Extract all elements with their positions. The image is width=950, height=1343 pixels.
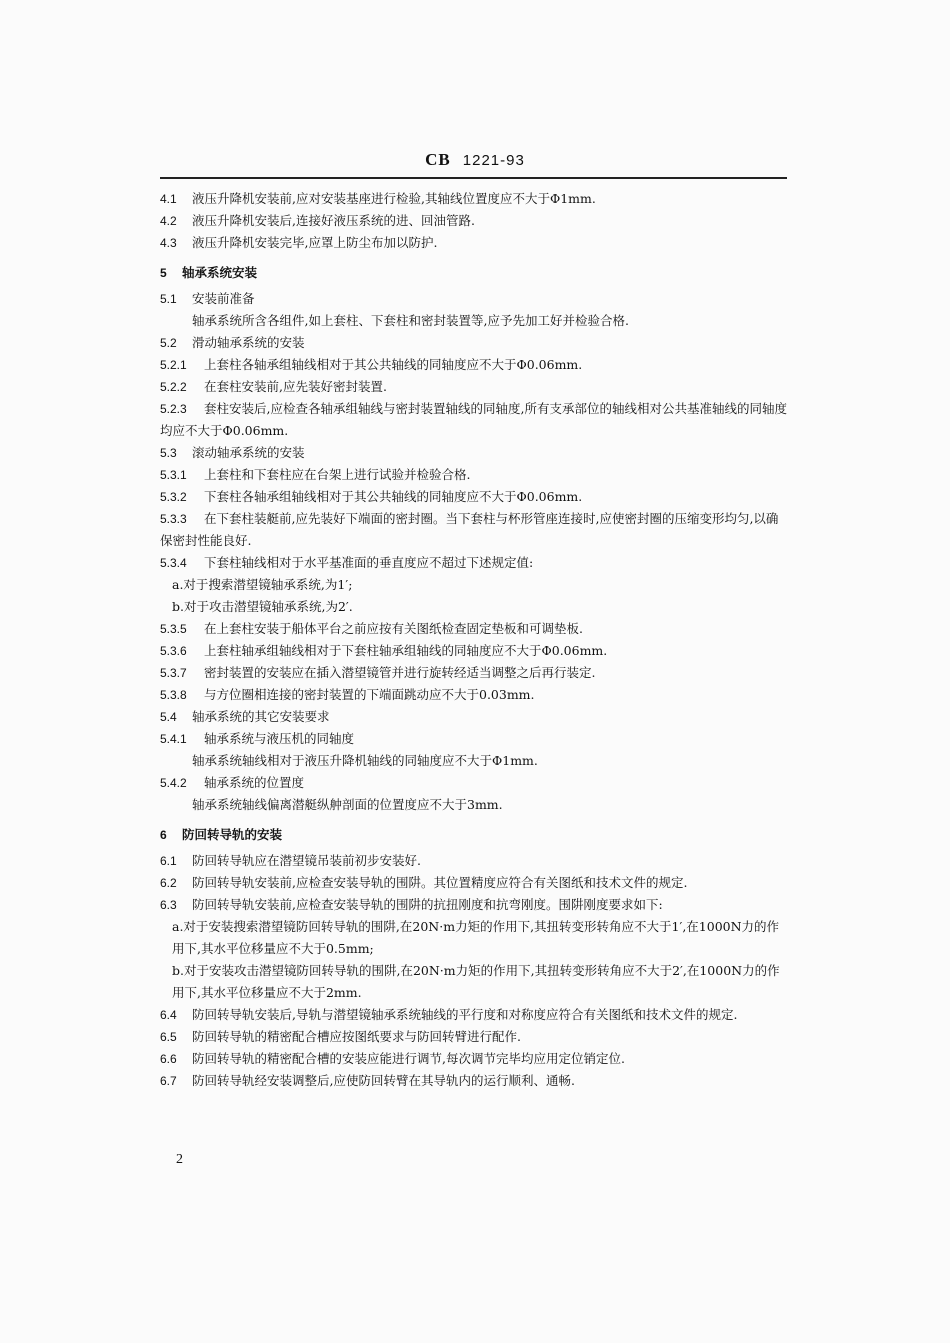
clause	[160, 376, 787, 398]
clause-text: 套柱安装后,应检查各轴承组轴线与密封装置轴线的同轴度,所有支承部位的轴线相对公共基准轴线的同轴度均应不大于Φ0.06mm.	[160, 401, 787, 438]
clause-number: 5.3.6	[160, 644, 187, 658]
clause-text: 液压升降机安装后,连接好液压系统的进、回油管路.	[192, 213, 475, 228]
clause-text: 上套柱各轴承组轴线相对于其公共轴线的同轴度应不大于Φ0.06mm.	[204, 357, 583, 372]
clause-number: 6.3	[160, 898, 177, 912]
clause-number: 5.2.2	[160, 380, 187, 394]
clause	[160, 288, 787, 310]
clause-number: 6.5	[160, 1030, 177, 1044]
clause	[160, 872, 787, 894]
clause-text: 轴承系统的其它安装要求	[192, 709, 330, 724]
clause-number: 5.3.4	[160, 556, 187, 570]
clause-text: 安装前准备	[192, 291, 255, 306]
clause	[160, 706, 787, 728]
clause-text: a.对于安装搜索潜望镜防回转导轨的围阱,在20N·m力矩的作用下,其扭转变形转角应不大于1′,在1000N力的作用下,其水平位移量应不大于0.5mm;	[172, 919, 780, 956]
clause-text: 轴承系统的位置度	[204, 775, 305, 790]
clause	[160, 640, 787, 662]
clause	[160, 332, 787, 354]
clause-number: 6	[160, 828, 167, 842]
clause-number: 5.2.1	[160, 358, 187, 372]
clause-text: 防回转导轨应在潜望镜吊装前初步安装好.	[192, 853, 421, 868]
clause-text: 轴承系统与液压机的同轴度	[204, 731, 355, 746]
clause-number: 5.2	[160, 336, 177, 350]
clause	[160, 442, 787, 464]
clause-text: 下套柱各轴承组轴线相对于其公共轴线的同轴度应不大于Φ0.06mm.	[204, 489, 583, 504]
clause-text: 轴承系统轴线偏离潜艇纵舯剖面的位置度应不大于3mm.	[192, 797, 503, 812]
clause-text: 上套柱和下套柱应在台架上进行试验并检验合格.	[204, 467, 471, 482]
clause	[160, 464, 787, 486]
document-body	[160, 188, 787, 1092]
clause-number: 6.1	[160, 854, 177, 868]
clause-number: 6.2	[160, 876, 177, 890]
clause-text: 防回转导轨安装前,应检查安装导轨的围阱的抗扭刚度和抗弯刚度。围阱刚度要求如下:	[192, 897, 663, 912]
clause	[160, 894, 787, 916]
clause-text: b.对于安装攻击潜望镜防回转导轨的围阱,在20N·m力矩的作用下,其扭转变形转角应不大于2′,在1000N力的作用下,其水平位移量应不大于2mm.	[172, 963, 780, 1000]
standard-code: CB	[425, 150, 451, 169]
clause-text: 防回转导轨经安装调整后,应使防回转臂在其导轨内的运行顺利、通畅.	[192, 1073, 575, 1088]
clause	[160, 850, 787, 872]
clause	[160, 508, 787, 552]
clause	[160, 210, 787, 232]
clause-text: 上套柱轴承组轴线相对于下套柱轴承组轴线的同轴度应不大于Φ0.06mm.	[204, 643, 608, 658]
clause	[160, 772, 787, 794]
clause	[160, 728, 787, 750]
clause	[160, 232, 787, 254]
clause-text: 防回转导轨安装后,导轨与潜望镜轴承系统轴线的平行度和对称度应符合有关图纸和技术文件的规定.	[192, 1007, 738, 1022]
clause-number: 5.3	[160, 446, 177, 460]
clause-number: 5.4	[160, 710, 177, 724]
clause	[160, 398, 787, 442]
clause-text: 滑动轴承系统的安装	[192, 335, 305, 350]
standard-number: 1221-93	[462, 152, 525, 169]
clause	[160, 750, 787, 772]
clause-text: 防回转导轨的安装	[182, 827, 283, 842]
clause-text: 轴承系统轴线相对于液压升降机轴线的同轴度应不大于Φ1mm.	[192, 753, 538, 768]
clause-number: 6.6	[160, 1052, 177, 1066]
clause-text: 在套柱安装前,应先装好密封装置.	[204, 379, 387, 394]
section-heading	[160, 262, 787, 284]
clause	[160, 552, 787, 574]
clause	[160, 794, 787, 816]
clause-number: 4.3	[160, 236, 177, 250]
header-rule	[160, 177, 787, 179]
clause-number: 5.3.8	[160, 688, 187, 702]
clause-number: 5.3.5	[160, 622, 187, 636]
clause	[160, 1026, 787, 1048]
clause	[160, 354, 787, 376]
clause	[160, 1070, 787, 1092]
clause	[160, 662, 787, 684]
clause-text: 液压升降机安装前,应对安装基座进行检验,其轴线位置度应不大于Φ1mm.	[192, 191, 596, 206]
clause	[160, 188, 787, 210]
clause-number: 5.3.3	[160, 512, 187, 526]
clause-number: 5.4.2	[160, 776, 187, 790]
clause-text: b.对于攻击潜望镜轴承系统,为2′.	[172, 599, 353, 614]
clause	[160, 960, 787, 1004]
clause-number: 4.1	[160, 192, 177, 206]
clause-text: 滚动轴承系统的安装	[192, 445, 305, 460]
page-number: 2	[176, 1152, 183, 1167]
clause	[160, 1048, 787, 1070]
clause-number: 5.1	[160, 292, 177, 306]
clause	[160, 916, 787, 960]
clause-number: 6.7	[160, 1074, 177, 1088]
clause	[160, 1004, 787, 1026]
clause	[160, 574, 787, 596]
clause-number: 5.3.1	[160, 468, 187, 482]
page-header	[0, 150, 950, 170]
clause	[160, 618, 787, 640]
clause-text: 密封装置的安装应在插入潜望镜管并进行旋转经适当调整之后再行装定.	[204, 665, 596, 680]
section-heading	[160, 824, 787, 846]
clause-text: 在下套柱装艇前,应先装好下端面的密封圈。当下套柱与杯形管座连接时,应使密封圈的压缩变形均匀,以确保密封性能良好.	[160, 511, 779, 548]
clause-text: 防回转导轨安装前,应检查安装导轨的围阱。其位置精度应符合有关图纸和技术文件的规定.	[192, 875, 688, 890]
clause-text: 下套柱轴线相对于水平基准面的垂直度应不超过下述规定值:	[204, 555, 534, 570]
clause-text: a.对于搜索潜望镜轴承系统,为1′;	[172, 577, 353, 592]
clause-text: 在上套柱安装于船体平台之前应按有关图纸检查固定垫板和可调垫板.	[204, 621, 583, 636]
clause-number: 6.4	[160, 1008, 177, 1022]
clause-number: 5.3.2	[160, 490, 187, 504]
clause	[160, 486, 787, 508]
clause	[160, 684, 787, 706]
clause-text: 液压升降机安装完毕,应罩上防尘布加以防护.	[192, 235, 438, 250]
clause-text: 与方位圈相连接的密封装置的下端面跳动应不大于0.03mm.	[204, 687, 535, 702]
clause-number: 5.2.3	[160, 402, 187, 416]
clause-number: 5.3.7	[160, 666, 187, 680]
clause-number: 5	[160, 266, 167, 280]
clause-text: 轴承系统所含各组件,如上套柱、下套柱和密封装置等,应予先加工好并检验合格.	[192, 313, 629, 328]
clause-number: 4.2	[160, 214, 177, 228]
clause-number: 5.4.1	[160, 732, 187, 746]
clause	[160, 596, 787, 618]
clause-text: 轴承系统安装	[182, 265, 258, 280]
clause-text: 防回转导轨的精密配合槽的安装应能进行调节,每次调节完毕均应用定位销定位.	[192, 1051, 625, 1066]
clause-text: 防回转导轨的精密配合槽应按图纸要求与防回转臂进行配作.	[192, 1029, 521, 1044]
clause	[160, 310, 787, 332]
